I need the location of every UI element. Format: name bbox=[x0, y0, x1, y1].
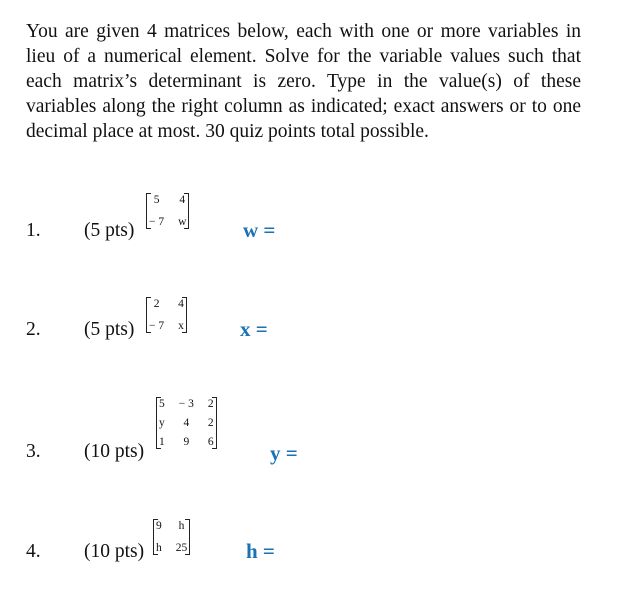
matrix bbox=[156, 397, 217, 449]
matrix-cell: 9 bbox=[156, 520, 162, 532]
matrix-cell: 5 bbox=[159, 398, 165, 410]
matrix-cell: 6 bbox=[207, 436, 214, 448]
matrix-cell: 2 bbox=[207, 398, 214, 410]
matrix-cell: 5 bbox=[153, 194, 160, 206]
matrix-cell: 2 bbox=[207, 417, 214, 429]
matrix-cell: w bbox=[178, 216, 187, 228]
problem-number: 2. bbox=[26, 319, 41, 340]
matrix-cell: 1 bbox=[159, 436, 165, 448]
matrix-cell: − 7 bbox=[149, 216, 165, 228]
matrix-cell: y bbox=[159, 417, 165, 429]
matrix-cell: − 3 bbox=[178, 398, 194, 410]
problem-points: (10 pts) bbox=[84, 541, 145, 562]
instructions: You are given 4 matrices below, each with one or more variables in lieu of a numerical element. Solve for the variable values such that each matrix’s determinant is zero. Type in the value(s) of these variables along the right column as indicated; exact answers or to one decimal place at most. 30 quiz points total possible. bbox=[26, 21, 581, 142]
answer-label-w: w = bbox=[243, 218, 276, 242]
problem-points: (5 pts) bbox=[84, 220, 135, 241]
answer-label-h: h = bbox=[246, 539, 275, 563]
answer-label-x: x = bbox=[240, 317, 268, 341]
matrix-cell: − 7 bbox=[149, 320, 165, 332]
matrix bbox=[153, 519, 190, 555]
matrix-cell: 4 bbox=[183, 417, 190, 429]
problem-points: (10 pts) bbox=[84, 441, 145, 462]
matrix-cell: 9 bbox=[183, 436, 190, 448]
matrix bbox=[146, 193, 189, 229]
problem-number: 3. bbox=[26, 441, 41, 462]
answer-label-y: y = bbox=[270, 441, 298, 465]
matrix-cell: h bbox=[156, 542, 162, 554]
matrix-cell: 25 bbox=[175, 542, 188, 554]
matrix-cell: 4 bbox=[179, 194, 186, 206]
matrix-cell: 4 bbox=[178, 298, 184, 310]
problem-number: 4. bbox=[26, 541, 41, 562]
matrix-cell: 2 bbox=[153, 298, 160, 310]
matrix-cell: h bbox=[178, 520, 185, 532]
problem-number: 1. bbox=[26, 220, 41, 241]
matrix bbox=[146, 297, 187, 333]
problem-points: (5 pts) bbox=[84, 319, 135, 340]
matrix-cell: x bbox=[178, 320, 184, 332]
